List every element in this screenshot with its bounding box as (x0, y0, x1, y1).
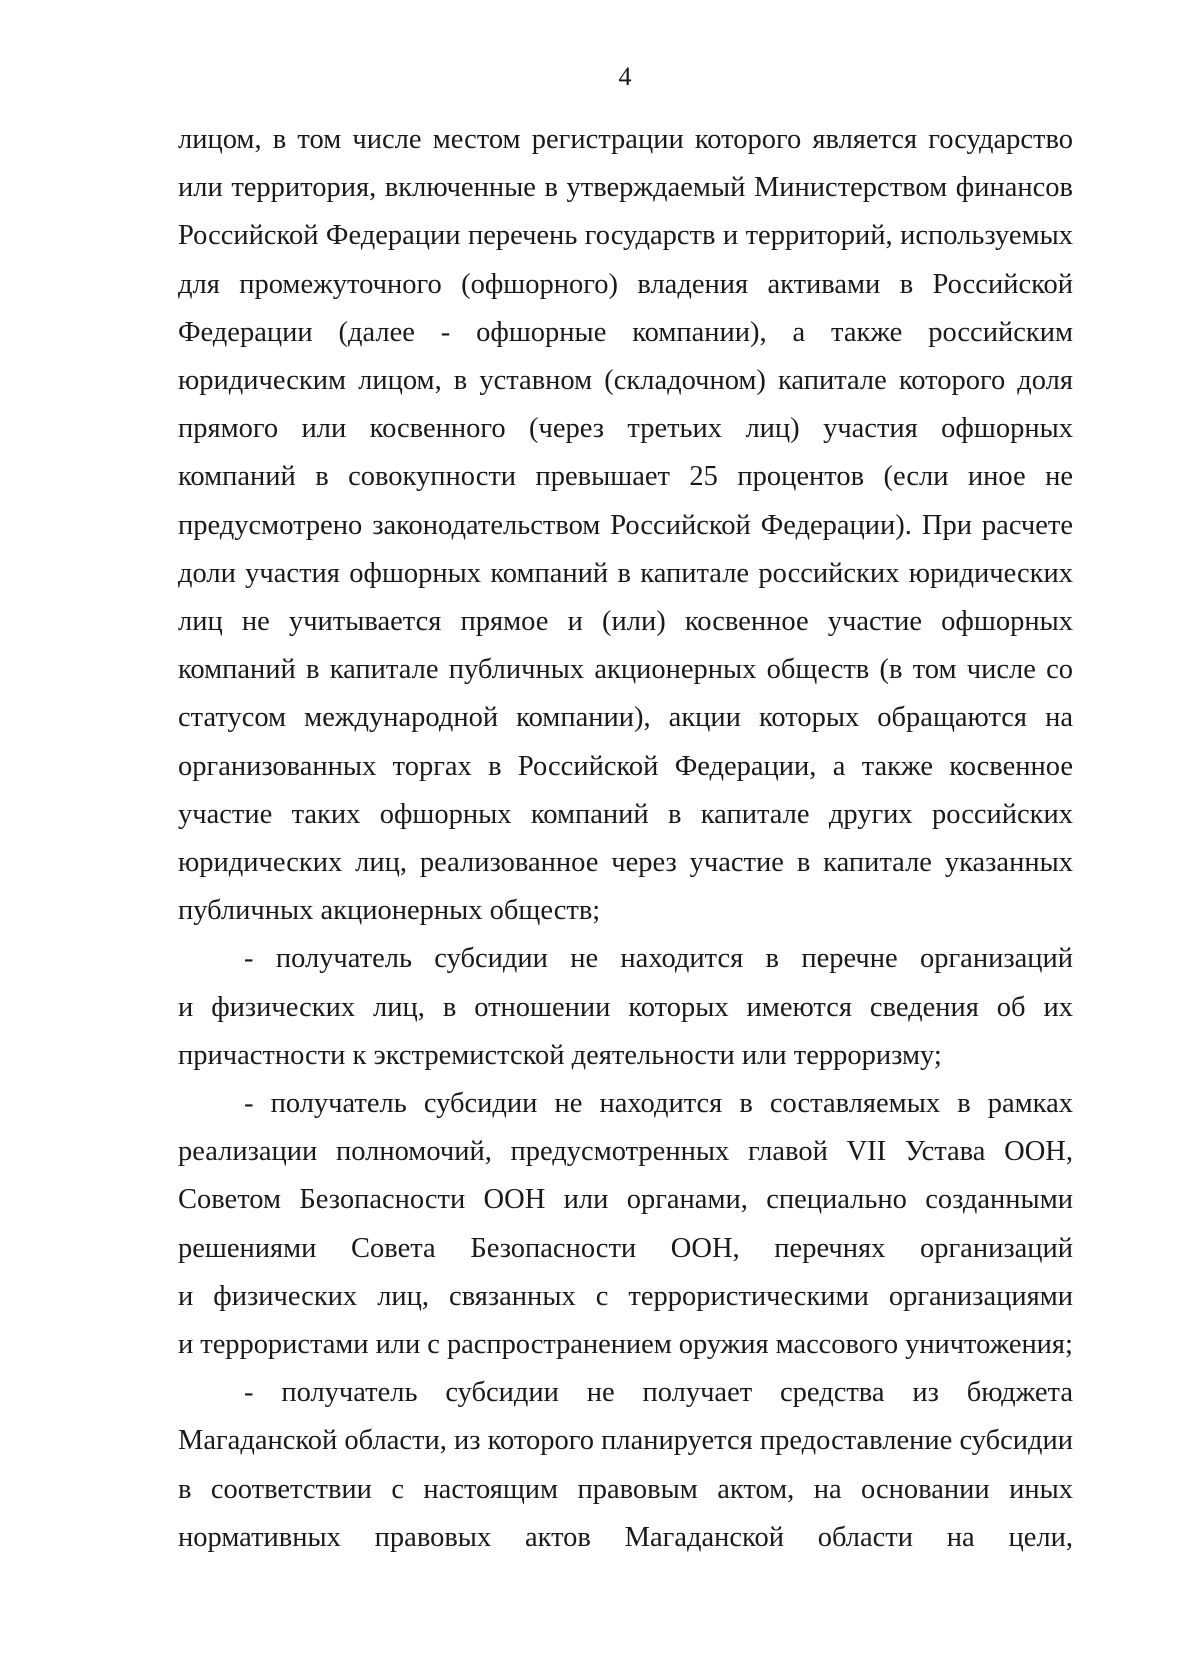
text-line: или территория, включенные в утверждаемый Министерством финансов (178, 172, 1073, 204)
paragraph-offshore-companies (178, 116, 1073, 935)
document-body (178, 116, 1073, 1562)
text-line: доли участия офшорных компаний в капитале российских юридических (178, 557, 1073, 589)
text-line: публичных акционерных обществ; (178, 895, 601, 927)
text-line: компаний в капитале публичных акционерных обществ (в том числе со (178, 654, 1073, 686)
text-line: и террористами или с распространением оружия массового уничтожения; (178, 1329, 1073, 1361)
text-line: Федерации (далее - офшорные компании), а также российским (178, 316, 1073, 348)
text-line: организованных торгах в Российской Федерации, а также косвенное (178, 750, 1073, 782)
text-line: и физических лиц, связанных с террористическими организациями (178, 1280, 1073, 1312)
text-line: прямого или косвенного (через третьих лиц) участия офшорных (178, 413, 1073, 445)
text-line: Советом Безопасности ООН или органами, специально созданными (178, 1184, 1073, 1216)
paragraph-un-sanctions-list (178, 1080, 1073, 1369)
text-line: статусом международной компании), акции которых обращаются на (178, 702, 1073, 734)
text-line: причастности к экстремистской деятельности или терроризму; (178, 1039, 942, 1071)
text-line: нормативных правовых актов Магаданской области на цели, (178, 1521, 1073, 1553)
paragraph-regional-budget (178, 1369, 1073, 1562)
text-line: Российской Федерации перечень государств и территорий, используемых (178, 220, 1073, 252)
text-line: участие таких офшорных компаний в капитале других российских (178, 798, 1073, 830)
text-line: и физических лиц, в отношении которых имеются сведения об их (178, 991, 1073, 1023)
text-line: для промежуточного (офшорного) владения активами в Российской (178, 268, 1073, 300)
text-line: - получатель субсидии не находится в перечне организаций (244, 943, 1073, 975)
text-line: в соответствии с настоящим правовым актом, на основании иных (178, 1473, 1073, 1505)
text-line: юридическим лицом, в уставном (складочном) капитале которого доля (178, 365, 1073, 397)
text-line: решениями Совета Безопасности ООН, перечнях организаций (178, 1232, 1073, 1264)
text-line: лицом, в том числе местом регистрации которого является государство (178, 124, 1073, 155)
paragraph-extremism-list (178, 935, 1073, 1080)
text-line: юридических лиц, реализованное через участие в капитале указанных (178, 847, 1073, 879)
text-line: - получатель субсидии не находится в составляемых в рамках (244, 1088, 1073, 1120)
page-number: 4 (618, 62, 632, 91)
text-line: Магаданской области, из которого планируется предоставление субсидии (178, 1425, 1073, 1457)
text-line: компаний в совокупности превышает 25 процентов (если иное не (178, 461, 1073, 493)
text-line: лиц не учитывается прямое и (или) косвенное участие офшорных (178, 606, 1073, 638)
text-line: реализации полномочий, предусмотренных главой VII Устава ООН, (178, 1136, 1073, 1168)
text-line: - получатель субсидии не получает средства из бюджета (244, 1377, 1073, 1409)
text-line: предусмотрено законодательством Российской Федерации). При расчете (178, 509, 1073, 541)
